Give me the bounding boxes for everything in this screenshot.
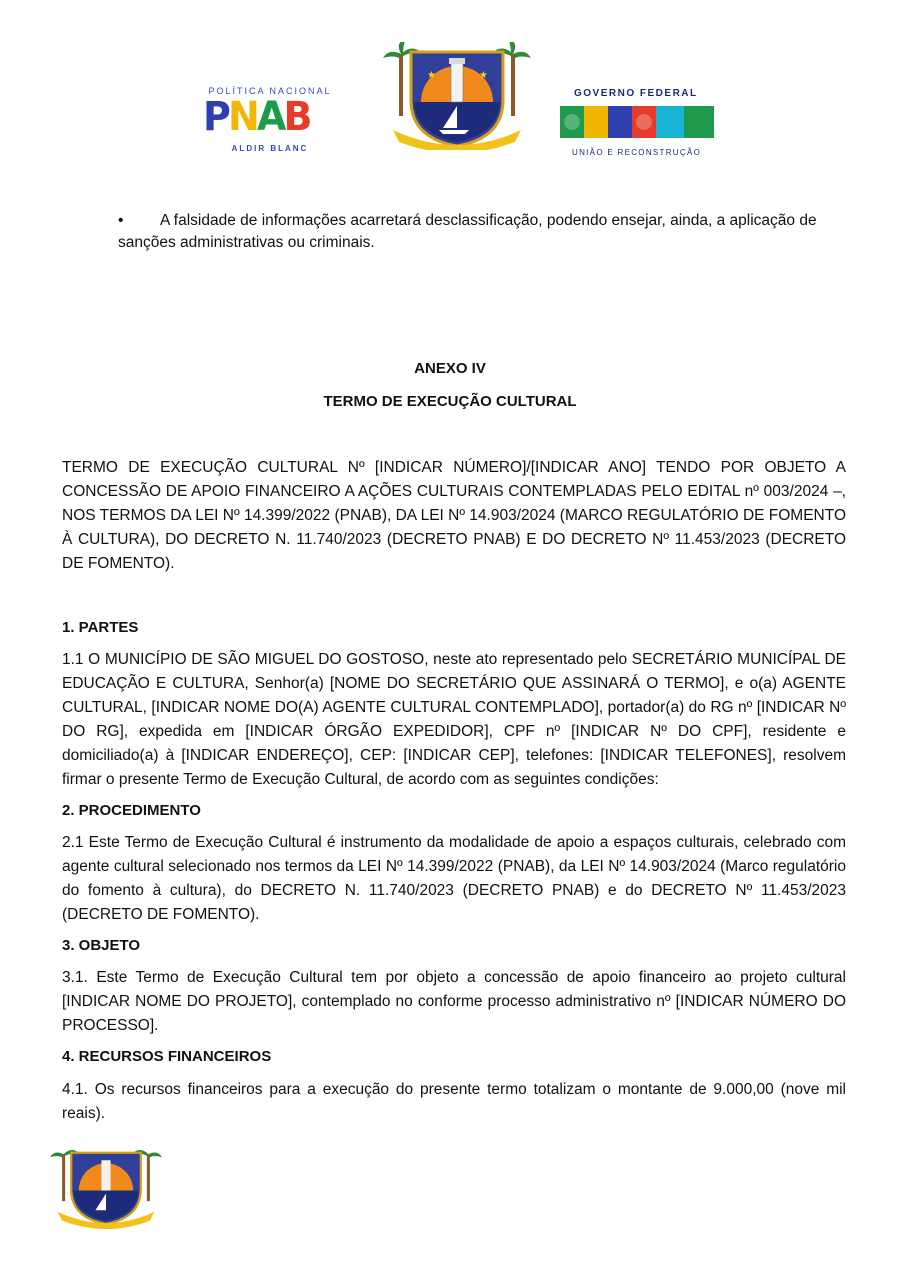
intro-paragraph: TERMO DE EXECUÇÃO CULTURAL Nº [INDICAR NÚMERO]/[INDICAR ANO] TENDO POR OBJETO A CONCESSÃO DE APOIO FINANCEIRO A AÇÕES CULTURAIS CONTEMPLADAS PELO EDITAL nº 003/2024 –, NOS TERMOS DA LEI Nº 14.399/2022 (PNAB), DA LEI Nº 14.903/2024 (MARCO REGULATÓRIO DE FOMENTO À CULTURA), DO DECRETO N. 11.740/2023 (DECRETO PNAB) E DO DECRETO Nº 11.453/2023 (DECRETO DE FOMENTO). <box>62 459 846 572</box>
section-text-partes: 1.1 O MUNICÍPIO DE SÃO MIGUEL DO GOSTOSO, neste ato representado pelo SECRETÁRIO MUNICÍPAL DE EDUCAÇÃO E CULTURA, Senhor(a) [NOME DO SECRETÁRIO QUE ASSINARÁ O TERMO], e o(a) AGENTE CULTURAL, [INDICAR NOME DO(A) AGENTE CULTURAL CONTEMPLADO], portador(a) do RG nº [INDICAR Nº DO RG], expedida em [INDICAR ÓRGÃO EXPEDIDOR], CPF nº [INDICAR Nº DO CPF], residente e domiciliado(a) à [INDICAR ENDEREÇO], CEP: [INDICAR CEP], telefones: [INDICAR TELEFONES], resolvem firmar o presente Termo de Execução Cultural, de acordo com as seguintes condições: <box>62 651 846 788</box>
annex-title: ANEXO IV <box>414 360 486 377</box>
pnab-letter-a: A <box>256 94 284 140</box>
bullet-item <box>118 210 845 254</box>
brasil-wordmark-icon <box>560 100 716 144</box>
bullet-marker: • <box>118 212 124 229</box>
section-text-procedimento: 2.1 Este Termo de Execução Cultural é instrumento da modalidade de apoio a espaços culturais, celebrado com agente cultural selecionado nos termos da LEI Nº 14.399/2022 (PNAB), da LEI Nº 14.903/2024 (Marco regulatório do fomento à cultura), do DECRETO N. 11.740/2023 (DECRETO PNAB) e do DECRETO Nº 11.453/2023 (DECRETO DE FOMENTO). <box>62 834 846 923</box>
footer-crest-icon <box>50 1143 162 1229</box>
gov-logo-top-text: GOVERNO FEDERAL <box>574 88 698 99</box>
section-heading-objeto: 3. OBJETO <box>62 937 141 954</box>
section-heading-partes: 1. PARTES <box>62 619 139 636</box>
annex-subtitle: TERMO DE EXECUÇÃO CULTURAL <box>323 393 577 410</box>
municipal-crest-icon <box>383 42 531 150</box>
pnab-letter-n: N <box>228 94 257 140</box>
bullet-text: A falsidade de informações acarretará desclassificação, podendo ensejar, ainda, a aplicação de sanções administrativas ou criminais. <box>118 212 817 251</box>
section-heading-recursos: 4. RECURSOS FINANCEIROS <box>62 1048 272 1065</box>
pnab-logo-bottom-text: ALDIR BLANC <box>231 144 309 153</box>
section-heading-procedimento: 2. PROCEDIMENTO <box>62 802 201 819</box>
pnab-letter-b: B <box>283 94 310 140</box>
svg-text:★: ★ <box>427 70 436 81</box>
section-text-recursos: 4.1. Os recursos financeiros para a execução do presente termo totalizam o montante de 9.000,00 (nove mil reais). <box>62 1081 846 1122</box>
section-text-objeto: 3.1. Este Termo de Execução Cultural tem por objeto a concessão de apoio financeiro ao projeto cultural [INDICAR NOME DO PROJETO], contemplado no conforme processo administrativo nº [INDICAR NÚMERO DO PROCESSO]. <box>62 969 846 1034</box>
pnab-logo <box>200 80 355 160</box>
svg-text:★: ★ <box>479 70 488 81</box>
pnab-logo-top-text: POLÍTICA NACIONAL <box>208 86 332 96</box>
pnab-letter-p: P <box>203 94 229 140</box>
pnab-logo-word <box>203 94 310 140</box>
gov-logo-bottom-text: UNIÃO E RECONSTRUÇÃO <box>572 148 702 157</box>
governo-federal-logo <box>560 86 720 166</box>
